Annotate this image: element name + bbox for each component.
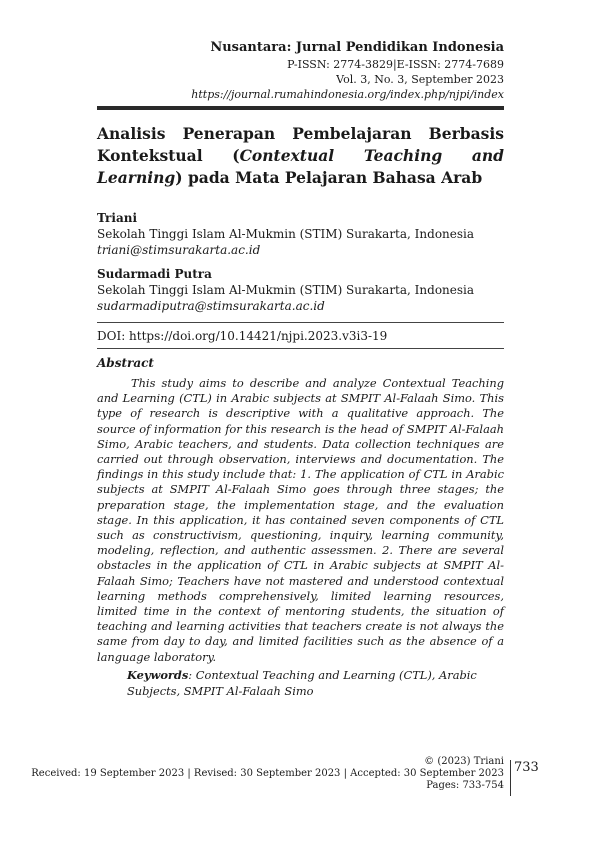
footer-pages: Pages: 733-754 [426,780,504,791]
author-name: Sudarmadi Putra [97,267,212,281]
title-part-1: Analisis Penerapan Pembelajaran Berbasis Kontekstual ( [97,124,504,165]
abstract-body: This study aims to describe and analyze Contextual Teaching and Learning (CTL) in Arabic subjects at SMPIT Al-Falaah Simo. This type of research is descriptive with a qualitative approach. The source of information for this research is the head of SMPIT Al-Falaah Simo, Arabic teachers, and students. Data collection techniques are carried out through observation, interviews and documentation. The findings in this study include that: 1. The application of CTL in Arabic subjects at SMPIT Al-Falaah Simo goes through three stages; the preparation stage, the implementation stage, and the evaluation stage. In this application, it has contained seven components of CTL such as constructivism, questioning, inquiry, learning community, modeling, reflection, and authentic assessmen. 2. There are several obstacles in the application of CTL in Arabic subjects at SMPIT Al-Falaah Simo; Teachers have not mastered and understood contextual learning methods comprehensively, limited learning resources, limited time in the context of mentoring students, the situation of teaching and learning activities that teachers create is not always the same from day to day, and limited facilities such as the absence of a language laboratory. [97,376,504,664]
paper-title [97,123,504,189]
journal-name: Nusantara: Jurnal Pendidikan Indonesia [210,40,504,55]
author-affiliation: Sekolah Tinggi Islam Al-Mukmin (STIM) Surakarta, Indonesia [97,283,475,297]
doi-bottom-divider [97,348,504,349]
doi-top-divider [97,322,504,323]
author-email[interactable]: sudarmadiputra@stimsurakarta.ac.id [97,299,325,313]
abstract-heading: Abstract [97,356,154,370]
author-1 [97,210,504,258]
author-name: Triani [97,211,137,225]
journal-issn: P-ISSN: 2774-3829|E-ISSN: 2774-7689 [287,58,504,71]
header-divider [97,106,504,110]
journal-header [191,40,504,102]
footer-dates: Received: 19 September 2023 | Revised: 30 September 2023 | Accepted: 30 September 2023 [31,768,504,779]
title-italic: Contextual Teaching and Learning [97,146,504,187]
footer-info [31,756,504,792]
journal-volume: Vol. 3, No. 3, September 2023 [336,73,504,86]
keywords [127,667,504,699]
footer-copyright: © (2023) Triani [424,756,504,767]
doi-link[interactable]: DOI: https://doi.org/10.14421/njpi.2023.v3i3-19 [97,329,388,343]
keywords-label: Keywords [127,668,189,682]
page-number: 733 [510,760,539,796]
author-email[interactable]: triani@stimsurakarta.ac.id [97,243,261,257]
keywords-text: : Contextual Teaching and Learning (CTL), Arabic Subjects, SMPIT Al-Falaah Simo [127,668,477,698]
author-affiliation: Sekolah Tinggi Islam Al-Mukmin (STIM) Surakarta, Indonesia [97,227,475,241]
author-2 [97,266,504,314]
title-part-2: ) pada Mata Pelajaran Bahasa Arab [175,168,483,187]
journal-url[interactable]: https://journal.rumahindonesia.org/index.php/njpi/index [191,88,504,101]
